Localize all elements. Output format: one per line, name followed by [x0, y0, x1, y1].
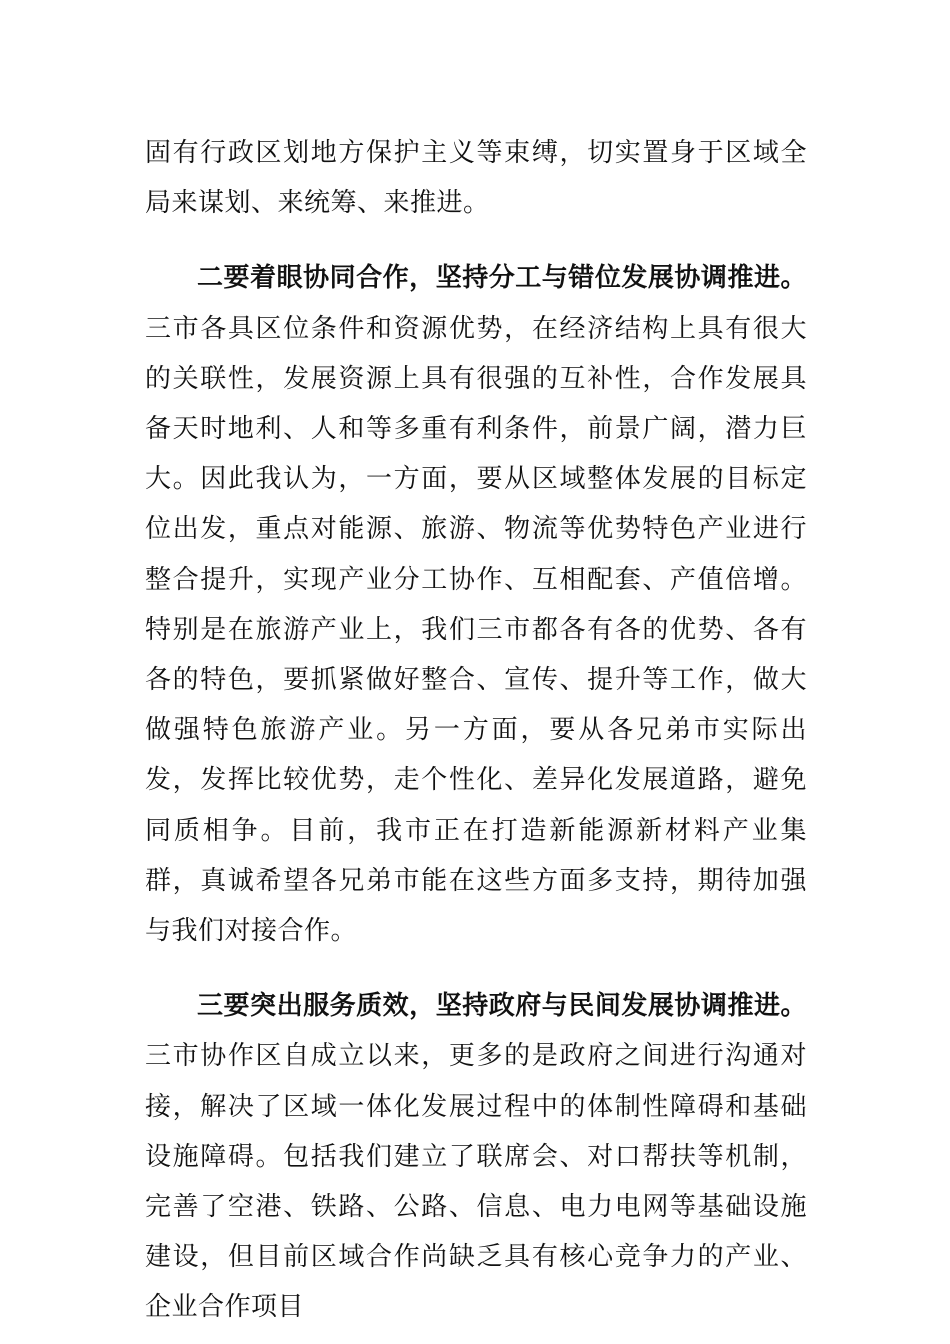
paragraph-3 — [145, 981, 807, 1332]
paragraph-2 — [145, 253, 807, 956]
paragraph-3-body: 三市协作区自成立以来，更多的是政府之间进行沟通对接，解决了区域一体化发展过程中的体制性障碍和基础设施障碍。包括我们建立了联席会、对口帮扶等机制，完善了空港、铁路、公路、信息、电力电网等基础设施建设，但目前区域合作尚缺乏具有核心竞争力的产业、企业合作项目 — [145, 1041, 807, 1323]
paragraph-1 — [145, 128, 807, 228]
paragraph-2-body: 三市各具区位条件和资源优势，在经济结构上具有很大的关联性，发展资源上具有很强的互补性，合作发展具备天时地利、人和等多重有利条件，前景广阔，潜力巨大。因此我认为，一方面，要从区域整体发展的目标定位出发，重点对能源、旅游、物流等优势特色产业进行整合提升，实现产业分工协作、互相配套、产值倍增。特别是在旅游产业上，我们三市都各有各的优势、各有各的特色，要抓紧做好整合、宣传、提升等工作，做大做强特色旅游产业。另一方面，要从各兄弟市实际出发，发挥比较优势，走个性化、差异化发展道路，避免同质相争。目前，我市正在打造新能源新材料产业集群，真诚希望各兄弟市能在这些方面多支持，期待加强与我们对接合作。 — [145, 313, 807, 947]
paragraph-3-lead: 三要突出服务质效，坚持政府与民间发展协调推进。 — [197, 991, 807, 1022]
paragraph-2-lead: 二要着眼协同合作，坚持分工与错位发展协调推进。 — [197, 263, 807, 294]
paragraph-1-body: 固有行政区划地方保护主义等束缚，切实置身于区域全局来谋划、来统筹、来推进。 — [145, 138, 807, 219]
document-body — [145, 128, 807, 1333]
